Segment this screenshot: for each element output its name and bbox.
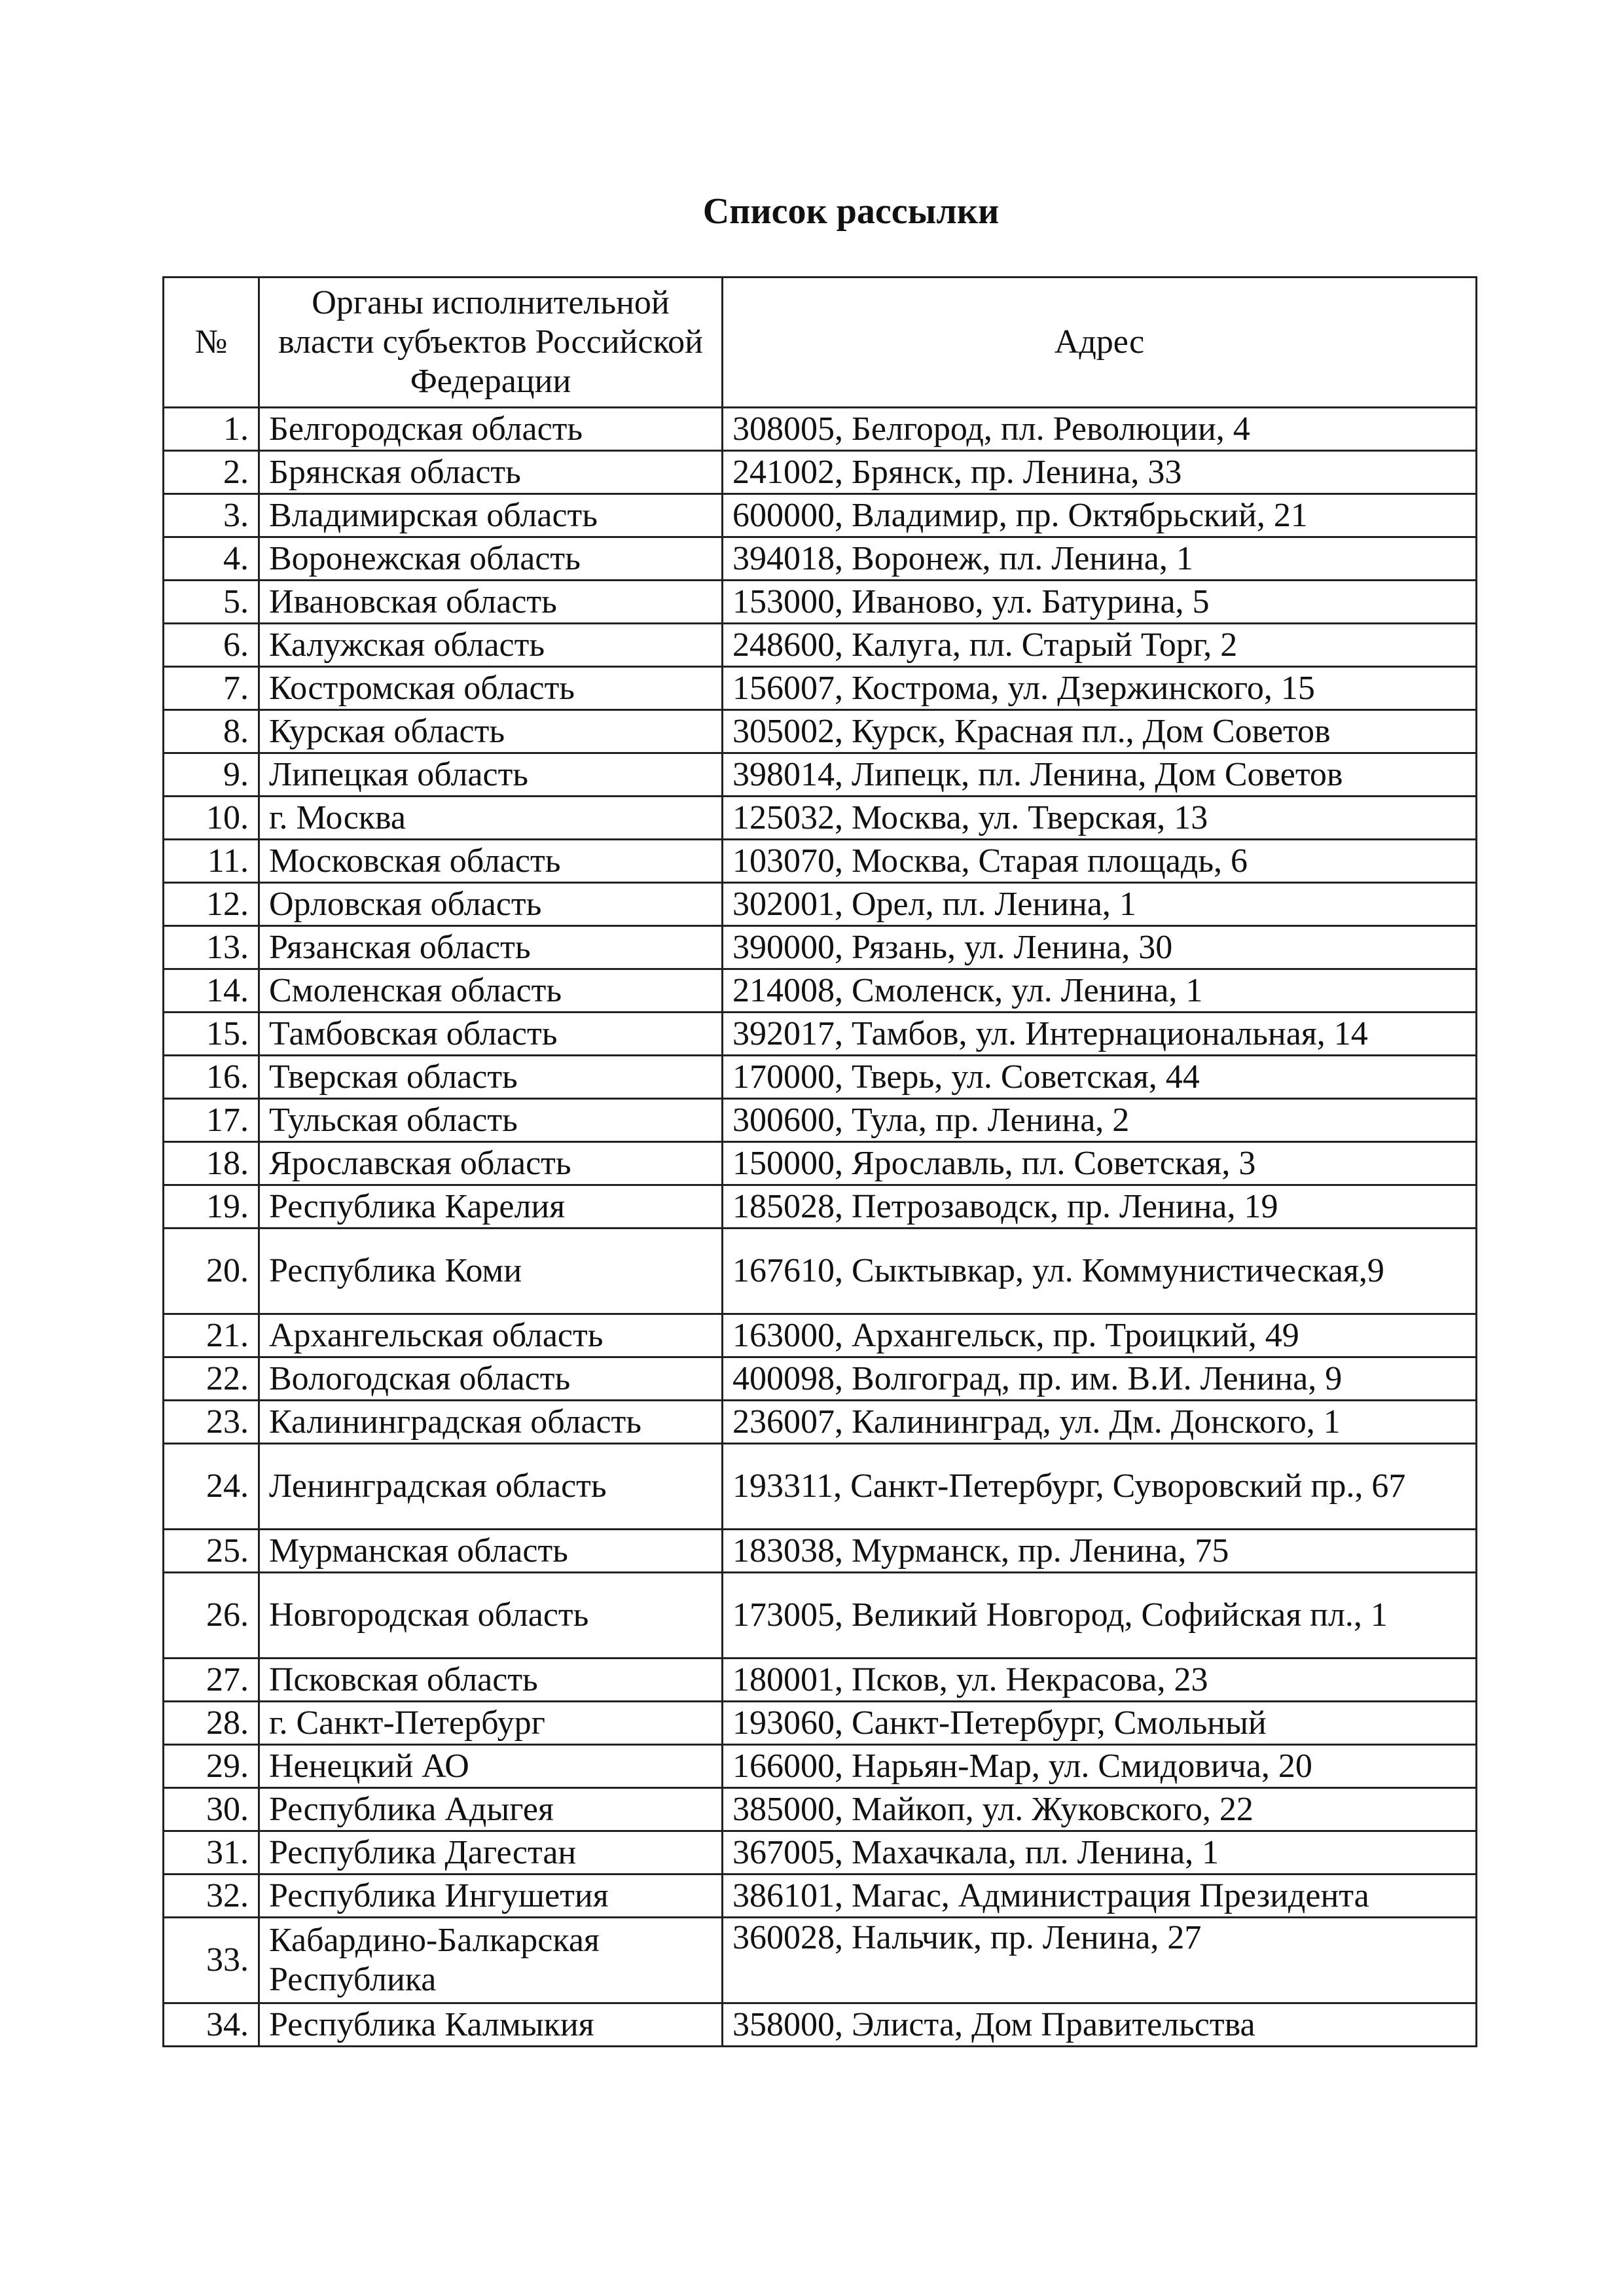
row-number: 34. <box>164 2003 259 2047</box>
row-number: 24. <box>164 1444 259 1530</box>
row-address: 153000, Иваново, ул. Батурина, 5 <box>723 581 1477 624</box>
row-number: 12. <box>164 883 259 926</box>
row-address: 308005, Белгород, пл. Революции, 4 <box>723 408 1477 451</box>
row-number: 13. <box>164 926 259 969</box>
table-row <box>164 883 1477 926</box>
header-authority: Органы исполнительной власти субъектов Российской Федерации <box>259 278 723 408</box>
row-number: 17. <box>164 1099 259 1142</box>
row-authority: Республика Дагестан <box>259 1831 723 1874</box>
row-number: 15. <box>164 1013 259 1056</box>
table-row <box>164 408 1477 451</box>
row-authority: Мурманская область <box>259 1530 723 1573</box>
table-row <box>164 969 1477 1013</box>
row-number: 16. <box>164 1056 259 1099</box>
row-number: 7. <box>164 667 259 710</box>
row-address: 214008, Смоленск, ул. Ленина, 1 <box>723 969 1477 1013</box>
row-number: 19. <box>164 1185 259 1229</box>
row-number: 3. <box>164 494 259 537</box>
table-row <box>164 1702 1477 1745</box>
row-address: 193060, Санкт-Петербург, Смольный <box>723 1702 1477 1745</box>
row-number: 25. <box>164 1530 259 1573</box>
row-number: 5. <box>164 581 259 624</box>
table-row <box>164 2003 1477 2047</box>
row-number: 9. <box>164 753 259 797</box>
row-number: 14. <box>164 969 259 1013</box>
row-address: 394018, Воронеж, пл. Ленина, 1 <box>723 537 1477 581</box>
row-authority: Смоленская область <box>259 969 723 1013</box>
table-row <box>164 1573 1477 1659</box>
row-address: 166000, Нарьян-Мар, ул. Смидовича, 20 <box>723 1745 1477 1788</box>
table-row <box>164 581 1477 624</box>
row-number: 33. <box>164 1918 259 2003</box>
row-address: 367005, Махачкала, пл. Ленина, 1 <box>723 1831 1477 1874</box>
row-authority: Ненецкий АО <box>259 1745 723 1788</box>
row-number: 10. <box>164 797 259 840</box>
table-row <box>164 1013 1477 1056</box>
table-row <box>164 1357 1477 1401</box>
row-address: 193311, Санкт-Петербург, Суворовский пр., 67 <box>723 1444 1477 1530</box>
row-address: 185028, Петрозаводск, пр. Ленина, 19 <box>723 1185 1477 1229</box>
row-address: 385000, Майкоп, ул. Жуковского, 22 <box>723 1788 1477 1831</box>
row-authority: Костромская область <box>259 667 723 710</box>
row-authority: Ленинградская область <box>259 1444 723 1530</box>
row-address: 400098, Волгоград, пр. им. В.И. Ленина, 9 <box>723 1357 1477 1401</box>
table-row <box>164 1659 1477 1702</box>
table-row <box>164 1314 1477 1357</box>
table-header-row <box>164 278 1477 408</box>
row-authority: Республика Ингушетия <box>259 1874 723 1918</box>
row-authority: г. Санкт-Петербург <box>259 1702 723 1745</box>
row-address: 167610, Сыктывкар, ул. Коммунистическая,9 <box>723 1229 1477 1314</box>
row-authority: Республика Карелия <box>259 1185 723 1229</box>
table-row <box>164 1142 1477 1185</box>
row-authority: Архангельская область <box>259 1314 723 1357</box>
table-row <box>164 667 1477 710</box>
row-authority: Республика Калмыкия <box>259 2003 723 2047</box>
row-number: 28. <box>164 1702 259 1745</box>
row-authority: Ярославская область <box>259 1142 723 1185</box>
row-address: 173005, Великий Новгород, Софийская пл., 1 <box>723 1573 1477 1659</box>
row-address: 600000, Владимир, пр. Октябрьский, 21 <box>723 494 1477 537</box>
row-authority: Республика Адыгея <box>259 1788 723 1831</box>
row-authority: Курская область <box>259 710 723 753</box>
row-authority: Московская область <box>259 840 723 883</box>
row-number: 21. <box>164 1314 259 1357</box>
row-address: 163000, Архангельск, пр. Троицкий, 49 <box>723 1314 1477 1357</box>
table-row <box>164 1530 1477 1573</box>
row-address: 305002, Курск, Красная пл., Дом Советов <box>723 710 1477 753</box>
table-row <box>164 624 1477 667</box>
row-authority: г. Москва <box>259 797 723 840</box>
row-authority: Липецкая область <box>259 753 723 797</box>
row-address: 390000, Рязань, ул. Ленина, 30 <box>723 926 1477 969</box>
row-authority: Брянская область <box>259 451 723 494</box>
table-row <box>164 1918 1477 2003</box>
table-row <box>164 926 1477 969</box>
row-number: 27. <box>164 1659 259 1702</box>
table-row <box>164 1788 1477 1831</box>
row-number: 1. <box>164 408 259 451</box>
row-number: 29. <box>164 1745 259 1788</box>
row-address: 180001, Псков, ул. Некрасова, 23 <box>723 1659 1477 1702</box>
row-authority: Тверская область <box>259 1056 723 1099</box>
row-authority: Кабардино-Балкарская Республика <box>259 1918 723 2003</box>
table-row <box>164 1401 1477 1444</box>
row-authority: Калининградская область <box>259 1401 723 1444</box>
row-authority: Воронежская область <box>259 537 723 581</box>
row-address: 150000, Ярославль, пл. Советская, 3 <box>723 1142 1477 1185</box>
row-address: 302001, Орел, пл. Ленина, 1 <box>723 883 1477 926</box>
row-address: 386101, Магас, Администрация Президента <box>723 1874 1477 1918</box>
row-authority: Тульская область <box>259 1099 723 1142</box>
row-address: 156007, Кострома, ул. Дзержинского, 15 <box>723 667 1477 710</box>
row-address: 300600, Тула, пр. Ленина, 2 <box>723 1099 1477 1142</box>
row-number: 20. <box>164 1229 259 1314</box>
table-row <box>164 1745 1477 1788</box>
table-row <box>164 1056 1477 1099</box>
row-address: 360028, Нальчик, пр. Ленина, 27 <box>723 1918 1477 2003</box>
row-number: 11. <box>164 840 259 883</box>
header-number: № <box>164 278 259 408</box>
row-address: 358000, Элиста, Дом Правительства <box>723 2003 1477 2047</box>
table-row <box>164 1229 1477 1314</box>
row-authority: Псковская область <box>259 1659 723 1702</box>
header-address: Адрес <box>723 278 1477 408</box>
mailing-list-table <box>162 276 1477 2047</box>
row-address: 236007, Калининград, ул. Дм. Донского, 1 <box>723 1401 1477 1444</box>
table-row <box>164 710 1477 753</box>
row-address: 241002, Брянск, пр. Ленина, 33 <box>723 451 1477 494</box>
row-number: 18. <box>164 1142 259 1185</box>
row-address: 248600, Калуга, пл. Старый Торг, 2 <box>723 624 1477 667</box>
row-address: 103070, Москва, Старая площадь, 6 <box>723 840 1477 883</box>
row-address: 170000, Тверь, ул. Советская, 44 <box>723 1056 1477 1099</box>
table-row <box>164 797 1477 840</box>
row-number: 22. <box>164 1357 259 1401</box>
row-number: 23. <box>164 1401 259 1444</box>
table-row <box>164 1185 1477 1229</box>
row-authority: Новгородская область <box>259 1573 723 1659</box>
table-row <box>164 1444 1477 1530</box>
row-authority: Вологодская область <box>259 1357 723 1401</box>
row-address: 392017, Тамбов, ул. Интернациональная, 14 <box>723 1013 1477 1056</box>
table-row <box>164 1874 1477 1918</box>
table-row <box>164 494 1477 537</box>
table-row <box>164 451 1477 494</box>
row-number: 26. <box>164 1573 259 1659</box>
row-address: 183038, Мурманск, пр. Ленина, 75 <box>723 1530 1477 1573</box>
table-row <box>164 537 1477 581</box>
row-number: 31. <box>164 1831 259 1874</box>
row-number: 2. <box>164 451 259 494</box>
row-authority: Ивановская область <box>259 581 723 624</box>
table-row <box>164 840 1477 883</box>
row-number: 32. <box>164 1874 259 1918</box>
row-authority: Орловская область <box>259 883 723 926</box>
row-address: 125032, Москва, ул. Тверская, 13 <box>723 797 1477 840</box>
row-authority: Республика Коми <box>259 1229 723 1314</box>
row-authority: Рязанская область <box>259 926 723 969</box>
page-title: Список рассылки <box>702 191 1000 232</box>
row-number: 30. <box>164 1788 259 1831</box>
table-row <box>164 1831 1477 1874</box>
row-number: 6. <box>164 624 259 667</box>
row-authority: Белгородская область <box>259 408 723 451</box>
row-number: 8. <box>164 710 259 753</box>
row-number: 4. <box>164 537 259 581</box>
table-row <box>164 1099 1477 1142</box>
row-authority: Владимирская область <box>259 494 723 537</box>
row-address: 398014, Липецк, пл. Ленина, Дом Советов <box>723 753 1477 797</box>
table-row <box>164 753 1477 797</box>
row-authority: Тамбовская область <box>259 1013 723 1056</box>
row-authority: Калужская область <box>259 624 723 667</box>
